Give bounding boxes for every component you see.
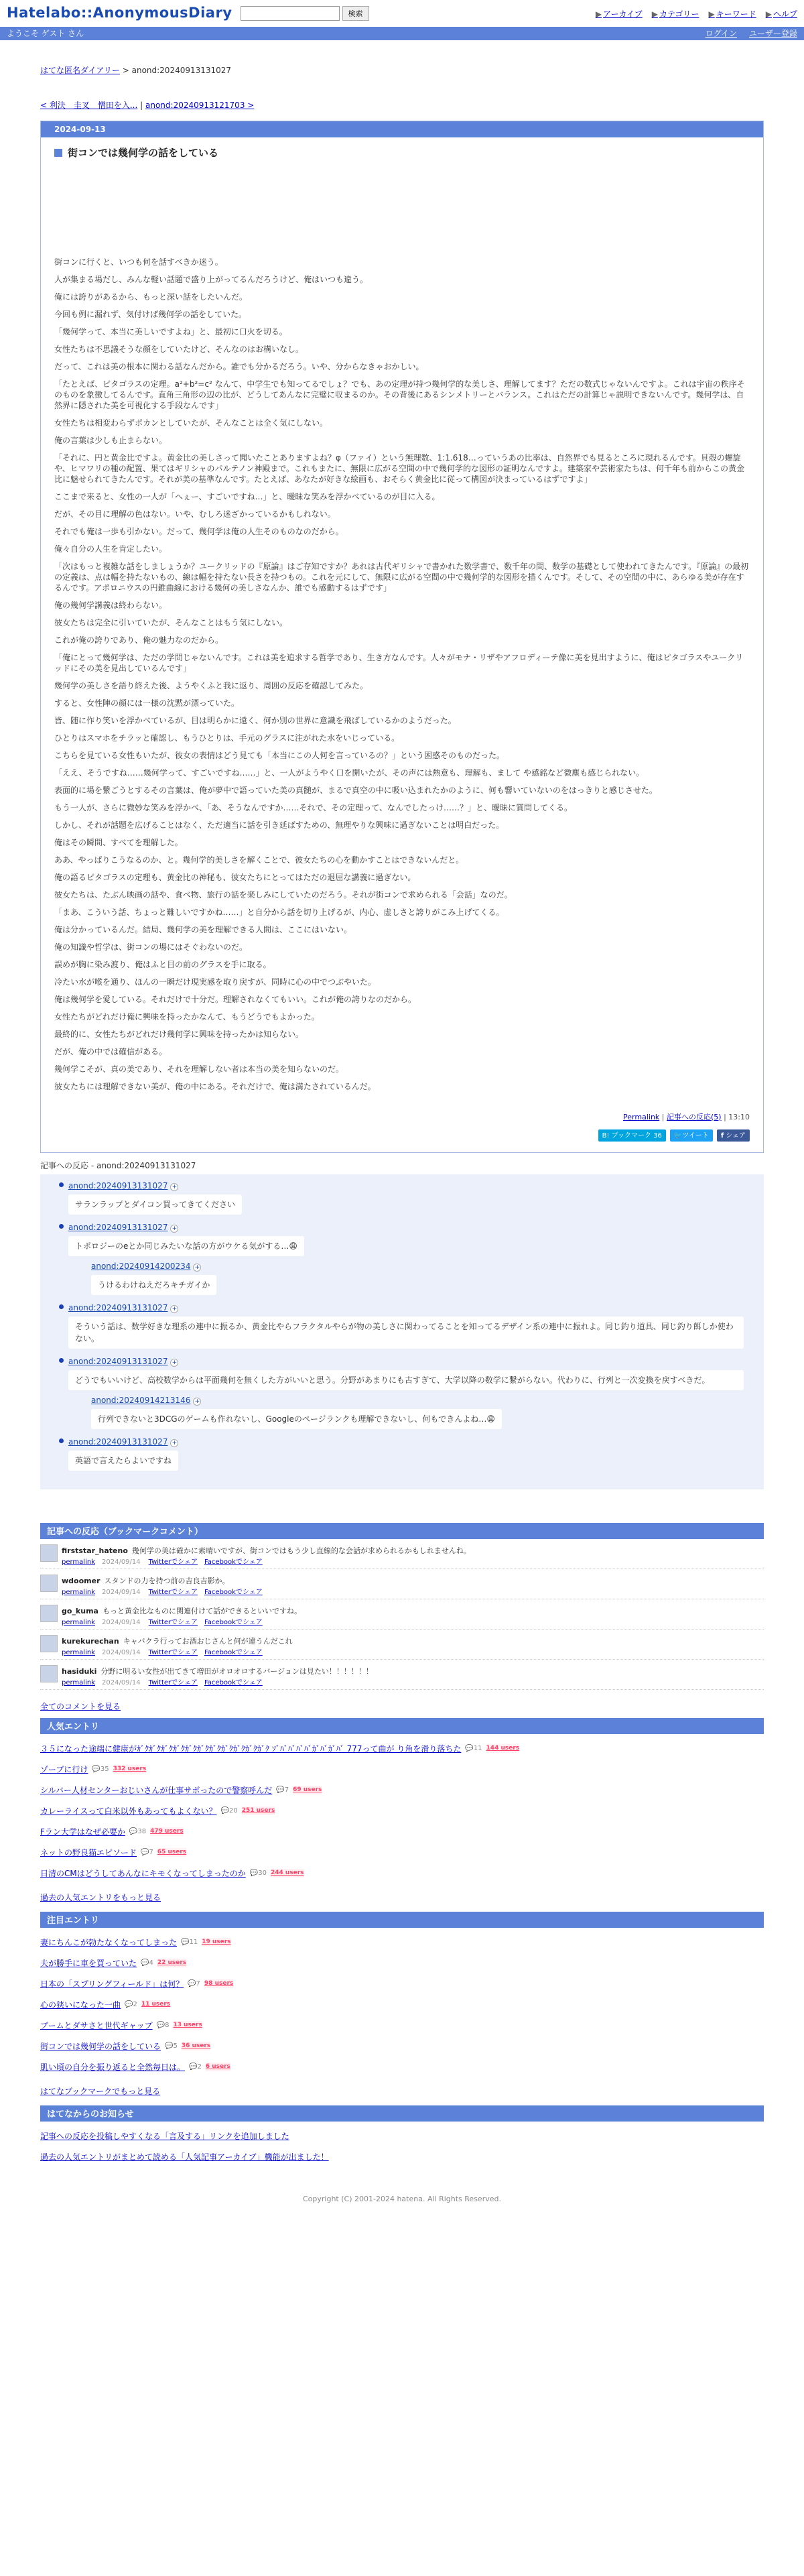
bookmark-comment <box>40 1630 764 1660</box>
permalink-link[interactable]: Permalink <box>623 1112 660 1121</box>
entry-list-item <box>40 1994 764 2015</box>
reaction-item <box>68 1302 744 1349</box>
entry-paragraph: 彼女たちには理解できない美が、俺の中にある。それだけで、俺は満たされているんだ。 <box>54 1081 376 1091</box>
comment-count <box>157 2020 170 2030</box>
bookmark-user[interactable]: go_kuma <box>62 1607 98 1615</box>
nav-help-label: ヘルプ <box>773 9 797 19</box>
comment-count-value: 8 <box>165 2022 170 2029</box>
comment-count <box>141 1847 153 1857</box>
entry-paragraph: 俺はその瞬間、すべてを理解した。 <box>54 837 183 847</box>
comment-count <box>125 2000 137 2010</box>
reaction-item <box>68 1436 744 1471</box>
bookmark-meta <box>62 1617 302 1628</box>
reaction-link[interactable]: anond:20240914213146 <box>91 1396 191 1405</box>
search-form <box>241 6 369 21</box>
tweet-button[interactable] <box>670 1129 713 1142</box>
bookmark-users-badge[interactable]: 22 users <box>157 1959 186 1968</box>
reaction-link[interactable]: anond:20240913131027 <box>68 1357 168 1366</box>
comment-count-value: 2 <box>133 2001 137 2008</box>
expand-icon[interactable]: + <box>170 1305 178 1313</box>
search-input[interactable] <box>241 6 340 21</box>
entry-list-link[interactable]: ネットの野良猫エピソード <box>40 1847 137 1857</box>
arrow-icon: ▶ <box>651 9 658 19</box>
reaction-text: 英語で言えたらよいですね <box>68 1451 178 1471</box>
reaction-text: どうでもいいけど、高校数学からは平面幾何を無くした方がいいと思う。分野があまりにも古すぎて、大学以降の数学に繋がらない。代わりに、行列と一次変換を戻すべきだ。 <box>68 1370 744 1390</box>
entry-list-link[interactable]: 街コンでは幾何学の話をしている <box>40 2041 161 2051</box>
bookmark-line <box>62 1544 471 1557</box>
reaction-link[interactable]: anond:20240914200234 <box>91 1262 191 1271</box>
comment-icon: 💬 <box>249 1869 259 1877</box>
avatar[interactable] <box>40 1665 58 1682</box>
top-nav <box>596 8 797 20</box>
bookmark-line <box>62 1575 269 1587</box>
entry-paragraph: 俺は幾何学を愛している。それだけで十分だ。理解されなくてもいい。これが俺の誇りなのだから。 <box>54 994 417 1004</box>
bookmark-line <box>62 1605 302 1617</box>
bookmark-user[interactable]: firststar_hateno <box>62 1546 128 1555</box>
avatar[interactable] <box>40 1575 58 1592</box>
reaction-link[interactable]: anond:20240913131027 <box>68 1303 168 1312</box>
bookmark-date: 2024/09/14 <box>102 1678 141 1686</box>
entry-paragraph: 人が集まる場だし、みんな軽い話題で盛り上がってるんだろうけど、俺はいつも違う。 <box>54 274 368 284</box>
bookmark-permalink[interactable]: permalink <box>62 1588 95 1596</box>
comment-icon: 💬 <box>189 2063 198 2071</box>
comment-icon: 💬 <box>156 2022 165 2029</box>
bookmark-meta <box>62 1557 471 1567</box>
reaction-text: 行列できないと3DCGのゲームも作れないし、Googleのページランクも理解できないし、何もできんよね…😩 <box>91 1409 502 1429</box>
nav-category-label: カテゴリー <box>659 9 699 19</box>
expand-icon[interactable]: + <box>170 1359 178 1367</box>
bookmark-meta <box>62 1587 269 1597</box>
comment-count <box>165 2041 178 2051</box>
day-section <box>40 121 764 1153</box>
twitter-share-link[interactable]: Twitterでシェア <box>148 1618 198 1626</box>
bullet-icon <box>59 1304 64 1309</box>
entry-paragraph: 幾何学の美しさを語り終えた後、ようやくふと我に返り、周囲の反応を確認してみた。 <box>54 680 368 690</box>
register-link[interactable]: ユーザー登録 <box>748 29 797 38</box>
bookmark-comment <box>40 1539 764 1569</box>
footer-copyright: Copyright (C) 2001-2024 hatena. All Rights Reserved. <box>303 2195 501 2203</box>
entry-title <box>54 145 750 161</box>
comment-count-value: 11 <box>189 1939 198 1946</box>
bullet-icon <box>59 1438 64 1443</box>
reaction-text: トポロジーのeとか同じみたいな話の方がウケる気がする…😩 <box>68 1236 304 1256</box>
entry-paragraph: 女性たちがどれだけ俺に興味を持ったかなんて、もうどうでもよかった。 <box>54 1011 320 1022</box>
bookmark-permalink[interactable]: permalink <box>62 1558 95 1566</box>
reaction-head <box>91 1260 744 1272</box>
comment-count-value: 30 <box>258 1869 267 1877</box>
entry-paragraph: 「幾何学って、本当に美しいですよね」と、最初に口火を切る。 <box>54 326 287 336</box>
news-link[interactable]: 過去の人気エントリがまとめて読める「人気記事アーカイブ」機能が出ました！ <box>40 2152 329 2162</box>
entry-paragraph: 皆、随に作り笑いを浮かべているが、目は明らかに遠く、何か別の世界に意識を飛ばしているかのようだった。 <box>54 715 456 725</box>
bookmark-user[interactable]: kurekurechan <box>62 1637 119 1646</box>
reactions-title: 記事への反応 - anond:20240913131027 <box>40 1161 196 1170</box>
entry-paragraph: こちらを見ている女性もいたが、彼女の表情はどう見ても「本当にこの人何を言っているの？」という困惑そのものだった。 <box>54 750 505 760</box>
entry-list-item <box>40 2057 764 2077</box>
bookmark-comments-list <box>40 1539 764 1690</box>
bookmark-comment-text: 分野に明るい女性が出てきて増田がオロオロするバージョンは見たい！！！！！！ <box>100 1667 373 1676</box>
bookmark-comment-text: スタンドの力を持つ前の吉良吉影か。 <box>104 1577 230 1585</box>
bookmark-user[interactable]: wdoomer <box>62 1577 100 1585</box>
facebook-share-label: シェア <box>726 1131 746 1140</box>
entry-paragraph: 俺の言葉は少しも止まらない。 <box>54 435 168 445</box>
share-bar <box>54 1129 750 1142</box>
bookmark-content <box>62 1544 471 1566</box>
entry-paragraph: ひとりはスマホをチラッと確認し、もうひとりは、手元のグラスに注がれた水をいじっている。 <box>54 733 400 743</box>
entry-paragraph: 俺の知識や哲学は、街コンの場にはそぐわないのだ。 <box>54 942 248 952</box>
comment-count-value: 2 <box>197 2063 202 2071</box>
comment-count-value: 38 <box>137 1828 147 1835</box>
news-list <box>40 2122 764 2171</box>
comment-icon: 💬 <box>181 1939 190 1946</box>
all-comments-link[interactable]: 全てのコメントを見る <box>40 1702 121 1711</box>
comment-icon: 💬 <box>141 1849 149 1856</box>
entry-list-link[interactable]: Fラン大学はなぜ必要か <box>40 1827 125 1837</box>
bird-icon: 🐦 <box>673 1131 683 1140</box>
expand-icon[interactable]: + <box>193 1264 201 1272</box>
entry-paragraph: 表面的に場を繋ごうとするその言葉は、俺が夢中で語っていた美の真髄が、まるで真空の中に吸い込まれたかのように、何も響いていないのをはっきりと感じさせた。 <box>54 785 657 795</box>
bookmark-users-badge[interactable]: 36 users <box>182 2042 210 2051</box>
bookmark-comment <box>40 1660 764 1690</box>
comment-count <box>189 2062 202 2072</box>
bookmark-comment-text: 幾何学の美は確かに素晴いですが、街コンではもう少し直線的な会話が求められるかもしれませんね。 <box>131 1546 471 1555</box>
comment-count <box>129 1827 146 1837</box>
entry-paragraph: ああ、やっぱりこうなるのか、と。幾何学的美しさを解くことで、彼女たちの心を動かすことはできないんだと。 <box>54 855 464 865</box>
reaction-head <box>68 1221 744 1233</box>
reaction-link[interactable]: anond:20240913131027 <box>68 1181 168 1190</box>
entry-list-item <box>40 1821 764 1842</box>
entry-paragraph: 俺の幾何学講義は終わらない。 <box>54 600 168 610</box>
reaction-head <box>68 1355 744 1367</box>
bookmark-date: 2024/09/14 <box>102 1618 141 1626</box>
expand-icon[interactable]: + <box>170 1225 178 1233</box>
next-entry-link[interactable]: anond:20240913121703 > <box>145 101 255 110</box>
reaction-item <box>68 1221 744 1295</box>
bookmark-users-badge[interactable]: 6 users <box>206 2063 230 2072</box>
entry-paragraph: 「たとえば、ピタゴラスの定理。a²+b²=c² なんて、中学生でも知ってるでしょ？でも、あの定理が持つ幾何学的な美しさ、理解してます？ただの数式じゃないんですよ。これは宇宙の秩序そのものを象徴してるんです。直角三角形の辺の比が、どうしてあんなに完璧に収まるのか。その背後にあるシンメトリーとバランス。これはただの計算じゃ説明できないんです。幾何学は、自然界に隠された美を可視化する手段なんです」 <box>54 379 745 410</box>
nav-archive-label: アーカイブ <box>603 9 643 19</box>
entry-paragraph: 彼女たちは、たぶん映画の話や、食べ物、旅行の話を楽しみにしていたのだろう。それが街コンで求められる「会話」なのだ。 <box>54 890 513 900</box>
reaction-child <box>91 1394 744 1429</box>
comment-icon: 💬 <box>92 1766 100 1773</box>
nav-help-link[interactable] <box>766 8 797 20</box>
popular-more-link[interactable]: 過去の人気エントリをもっと見る <box>40 1893 161 1902</box>
entry-paragraph: 街コンに行くと、いつも何を話すべきか迷う。 <box>54 257 223 267</box>
entry <box>41 137 763 1142</box>
bookmark-users-badge[interactable]: 244 users <box>271 1869 304 1878</box>
nav-keyword-link[interactable] <box>709 8 756 20</box>
bookmark-content <box>62 1605 302 1626</box>
pager-separator: | <box>137 101 145 110</box>
bookmark-line <box>62 1635 293 1648</box>
entry-list-item <box>40 1738 764 1759</box>
bookmark-comment <box>40 1569 764 1599</box>
entry-list-link[interactable]: シルバー人材センターおじいさんが仕事サボったので警察呼んだ <box>40 1785 273 1795</box>
bookmark-users-badge[interactable]: 332 users <box>113 1765 147 1774</box>
attention-entries-list <box>40 1928 764 2081</box>
facebook-share-link[interactable]: Facebookでシェア <box>204 1678 263 1686</box>
entry-paragraph: 「まあ、こういう話、ちょっと難しいですかね……」と自分から話を切り上げるが、内心、虚しさと誇りがこみ上げてくる。 <box>54 907 505 917</box>
facebook-icon: f <box>720 1131 724 1140</box>
login-link[interactable]: ログイン <box>705 29 737 38</box>
reaction-child <box>91 1260 744 1295</box>
bullet-icon <box>59 1358 64 1363</box>
bookmark-comment-text: もっと黄金比なものに関連付けて話ができるといいですね。 <box>102 1607 302 1615</box>
footer-separator: | <box>659 1112 667 1121</box>
comment-count <box>141 1958 153 1968</box>
bookmark-permalink[interactable]: permalink <box>62 1618 95 1626</box>
entry-list-link[interactable]: ゾーブに行け <box>40 1764 88 1774</box>
arrow-icon: ▶ <box>765 9 772 19</box>
entry-list-link[interactable]: 肌い頃の自分を振り返ると全然毎日は。 <box>40 2062 186 2072</box>
all-comments <box>40 1701 764 1713</box>
reaction-link[interactable]: anond:20240913131027 <box>68 1437 168 1447</box>
entry-paragraph: 「ええ、そうですね……幾何学って、すごいですね……」と、一人がようやく口を開いたが、その声には熱意も、理解も、まして や感銘など微塵も感じられない。 <box>54 768 645 778</box>
reaction-text: サランラップとダイコン買ってきてください <box>68 1194 242 1215</box>
reaction-head <box>68 1302 744 1314</box>
entry-title-text: 街コンでは幾何学の話をしている <box>68 147 219 159</box>
arrow-icon: ▶ <box>595 9 602 19</box>
facebook-share-link[interactable]: Facebookでシェア <box>204 1618 263 1626</box>
nav-archive-link[interactable] <box>596 8 643 20</box>
comment-count <box>276 1785 289 1795</box>
site-header <box>0 0 804 27</box>
entry-list-item <box>40 1863 764 1884</box>
comment-icon: 💬 <box>125 2001 133 2008</box>
entry-list-link[interactable]: 妻にちんこが勃たなくなってしまった <box>40 1937 178 1947</box>
bookmark-users-badge[interactable]: 19 users <box>202 1938 230 1947</box>
user-bar <box>0 27 804 40</box>
popular-more <box>40 1892 764 1904</box>
entry-paragraph: 女性たちは相変わらずポカンとしていたが、そんなことは全く気にしない。 <box>54 418 328 428</box>
entry-time: | 13:10 <box>724 1112 750 1121</box>
entry-paragraph: ここまで来ると、女性の一人が「へぇー、すごいですね…」と、曖昧な笑みを浮かべているのが目に入る。 <box>54 491 440 501</box>
bookmark-users-badge[interactable]: 11 users <box>141 2000 170 2010</box>
reaction-head <box>91 1394 744 1406</box>
breadcrumb-home-link[interactable]: はてな匿名ダイアリー <box>40 66 120 75</box>
twitter-share-link[interactable]: Twitterでシェア <box>148 1558 198 1566</box>
entry-list-link[interactable]: ３５になった途端に健康がｶﾞｸｶﾞｸｶﾞｸｶﾞｸｶﾞｸｶﾞｸｶﾞｸｶﾞｸｶﾞｸｶﾞｸｶﾞｸ ｿﾞﾊﾞﾊﾞﾊﾞﾊﾞｶﾞﾊﾞｶﾞﾊﾞ 777って曲が り角を滑り落ちた <box>40 1743 462 1754</box>
bookmark-users-badge[interactable]: 65 users <box>157 1848 186 1857</box>
comment-icon: 💬 <box>465 1745 474 1752</box>
bookmark-content <box>62 1665 373 1686</box>
entry-list-item <box>40 2015 764 2036</box>
twitter-share-link[interactable]: Twitterでシェア <box>148 1588 198 1596</box>
reaction-text: そういう話は、数学好きな理系の連中に振るか、黄金比やらフラクタルやらが物の美しさに関わってることを知ってるデザイン系の連中に振れよ。同じ釣り道具、同じ釣り餌しか使わない。 <box>68 1316 744 1349</box>
entry-list-link[interactable]: ブームとダサさと世代ギャップ <box>40 2020 153 2030</box>
bookmark-content <box>62 1635 293 1656</box>
prev-entry-link[interactable]: < 利決 圭叉 憎田を入... <box>40 101 138 110</box>
entry-paragraph: だが、その目に理解の色はない。いや、むしろ迷ざかっているかもしれない。 <box>54 509 336 519</box>
entry-paragraph: だが、俺の中では確信がある。 <box>54 1046 168 1056</box>
bookmark-comment-text: キャバクラ行ってお酒おじさんと何が違うんだこれ <box>123 1637 293 1646</box>
entry-list-item <box>40 1759 764 1780</box>
comment-count <box>250 1868 267 1878</box>
entry-paragraph: 今回も例に漏れず、気付けば幾何学の話をしていた。 <box>54 309 247 319</box>
comment-icon: 💬 <box>276 1786 285 1794</box>
reactions-tree <box>40 1174 764 1489</box>
twitter-share-link[interactable]: Twitterでシェア <box>148 1678 198 1686</box>
avatar[interactable] <box>40 1605 58 1622</box>
news-link[interactable]: 記事への反応を投稿しやすくなる「言及する」リンクを追加しました <box>40 2131 289 2141</box>
entry-list-link[interactable]: 日清のCMはどうしてあんなにキモくなってしまったのか <box>40 1868 246 1878</box>
nav-keyword-label: キーワード <box>716 9 756 19</box>
bookmark-users-badge[interactable]: 144 users <box>486 1744 520 1754</box>
entry-paragraph: 俺には誇りがあるから、もっと深い話をしたいんだ。 <box>54 292 248 302</box>
expand-icon[interactable]: + <box>170 1183 178 1191</box>
comment-count <box>92 1764 109 1774</box>
entry-paragraph: 「次はもっと複雑な話をしましょうか？ユークリッドの『原論』はご存知ですか？あれは古代ギリシャで書かれた数学書で、数千年の間、数学の基礎として使われてきたんです。『原論』の最初の定義は、点は幅を持たないもの、線は幅を持たない長さを持つもの。これを元にして、無限に広がる空間の中で幾何学的な図形を描くんです。そして、その空間の中に、あらゆる美が存在するんです。アポロニウスの円錐曲線における幾何の美しさなんか、誰でも感動するはずです」 <box>54 561 749 593</box>
site-logo[interactable]: Hatelabo::AnonymousDiary <box>7 5 232 21</box>
popular-entries-list <box>40 1734 764 1888</box>
entry-footer <box>54 1112 750 1123</box>
entry-list-item <box>40 1800 764 1821</box>
bookmark-permalink[interactable]: permalink <box>62 1678 95 1686</box>
entry-paragraph: 俺々自分の人生を肯定したい。 <box>54 544 168 554</box>
comment-count-value: 11 <box>473 1745 482 1752</box>
news-item <box>40 2126 764 2146</box>
entry-paragraph: もう一人が、さらに微妙な笑みを浮かべ、「あ、そうなんですか……それで、その定理って、なんでしたっけ……？」と、曖昧に質問してくる。 <box>54 802 573 812</box>
bookmark-date: 2024/09/14 <box>102 1648 141 1656</box>
entry-list-link[interactable]: 心の狭いになった一曲 <box>40 2000 121 2010</box>
news-title: はてなからのお知らせ <box>40 2105 764 2122</box>
bookmark-users-badge[interactable]: 479 users <box>150 1827 184 1837</box>
bookmark-line <box>62 1665 373 1678</box>
comment-count-value: 20 <box>228 1807 238 1815</box>
reactions-link[interactable]: 記事への反応(5) <box>667 1112 722 1121</box>
nav-category-link[interactable] <box>652 8 699 20</box>
entry-list-item <box>40 1932 764 1953</box>
entry-list-item <box>40 1973 764 1994</box>
welcome-text: ようこそ ゲスト さん <box>7 29 84 38</box>
bookmark-comments-section <box>40 1523 764 1690</box>
day-date: 2024-09-13 <box>41 121 763 137</box>
entry-body <box>54 257 750 1092</box>
entry-list-link[interactable]: 夫が勝手に車を買っていた <box>40 1958 137 1968</box>
bookmark-users-badge[interactable]: 98 users <box>204 1979 233 1989</box>
bookmark-meta <box>62 1678 373 1688</box>
popular-entries-title: 人気エントリ <box>40 1718 764 1734</box>
entry-paragraph: 俺は分かっているんだ。結局、幾何学の美を理解できる人間は、ここにはいない。 <box>54 924 352 934</box>
entry-list-link[interactable]: カレーライスって白米以外もあってもよくない？ <box>40 1806 217 1816</box>
entry-paragraph: 「俺にとって幾何学は、ただの学問じゃないんです。これは美を追求する哲学であり、生き方なんです。人々がモナ・リザやアフロディーテ像に美を見出すように、俺はピタゴラスやユークリッドにその美を見出しているんです」 <box>54 652 744 673</box>
comment-count <box>188 1979 200 1989</box>
entry-paragraph: 女性たちは不思議そうな顔をしていたけど、そんなのはお構いなし。 <box>54 344 304 354</box>
entry-list-item <box>40 1842 764 1863</box>
entry-list-link[interactable]: 日本の「スプリングフィールド」は何？ <box>40 1979 184 1989</box>
entry-paragraph: すると、女性陣の顔には一様の沈黙が漂っていた。 <box>54 698 240 708</box>
entry-paragraph: 幾何学こそが、真の美であり、それを理解しない者は本当の美を知らないのだ。 <box>54 1064 344 1074</box>
tweet-label: ツイート <box>682 1131 709 1140</box>
entry-paragraph: これが俺の誇りであり、俺の魅力なのだから。 <box>54 635 224 645</box>
breadcrumb <box>40 40 764 78</box>
reaction-head <box>68 1436 744 1448</box>
square-icon <box>54 149 62 157</box>
comment-count <box>181 1937 198 1947</box>
bookmark-user[interactable]: hasiduki <box>62 1667 97 1676</box>
attention-more <box>40 2085 764 2097</box>
bookmark-users-badge[interactable]: 69 users <box>293 1786 322 1795</box>
entry-paragraph: 誤めが胸に染み渡り、俺はふと目の前のグラスを手に取る。 <box>54 959 271 969</box>
entry-paragraph: 俺の語るピタゴラスの定理も、黄金比の神秘も、彼女たちにとってはただの退屈な講義に過ぎない。 <box>54 872 416 882</box>
twitter-share-link[interactable]: Twitterでシェア <box>148 1648 198 1656</box>
facebook-share-link[interactable]: Facebookでシェア <box>204 1648 263 1656</box>
expand-icon[interactable]: + <box>170 1439 178 1447</box>
entry-paragraph: 冷たい水が喉を通り、ほんの一瞬だけ現実感を取り戻すが、同時に心の中でつぶやいた。 <box>54 977 377 987</box>
pager <box>40 78 764 121</box>
bullet-icon <box>59 1224 64 1229</box>
bookmark-meta <box>62 1648 293 1658</box>
entry-paragraph: それでも俺は一歩も引かない。だって、幾何学は俺の人生そのものなのだから。 <box>54 526 344 536</box>
entry-list-item <box>40 2036 764 2057</box>
entry-list-item <box>40 1780 764 1800</box>
facebook-share-link[interactable]: Facebookでシェア <box>204 1588 263 1596</box>
entry-paragraph: 彼女たちは完全に引いていたが、そんなことはもう気にしない。 <box>54 617 288 627</box>
bookmark-date: 2024/09/14 <box>102 1588 141 1596</box>
comment-count-value: 7 <box>196 1980 200 1987</box>
breadcrumb-current: anond:20240913131027 <box>131 66 232 75</box>
avatar[interactable] <box>40 1544 58 1562</box>
bookmark-date: 2024/09/14 <box>102 1558 141 1566</box>
bookmark-users-badge[interactable]: 13 users <box>173 2021 202 2030</box>
hatena-bookmark-button[interactable]: B! ブックマーク 36 <box>598 1129 666 1142</box>
bullet-icon <box>59 1182 64 1187</box>
comment-icon: 💬 <box>165 2042 174 2050</box>
reaction-item <box>68 1180 744 1215</box>
bookmark-comment <box>40 1599 764 1630</box>
comment-count <box>221 1806 238 1816</box>
attention-more-link[interactable]: はてなブックマークでもっと見る <box>40 2087 161 2096</box>
search-button[interactable]: 検索 <box>342 6 369 21</box>
bookmark-permalink[interactable]: permalink <box>62 1648 95 1656</box>
bookmark-comments-title: 記事への反応（ブックマークコメント） <box>40 1523 764 1539</box>
arrow-icon: ▶ <box>708 9 715 19</box>
comment-count-value: 7 <box>149 1849 153 1856</box>
reaction-item <box>68 1355 744 1429</box>
comment-icon: 💬 <box>141 1959 149 1967</box>
comment-count-value: 7 <box>284 1786 289 1794</box>
entry-paragraph: 最終的に、女性たちがどれだけ幾何学に興味を持ったかは知らない。 <box>54 1029 304 1039</box>
comment-icon: 💬 <box>129 1828 138 1835</box>
reaction-head <box>68 1180 744 1192</box>
facebook-share-link[interactable]: Facebookでシェア <box>204 1558 263 1566</box>
comment-count-value: 5 <box>173 2042 178 2050</box>
entry-paragraph: しかし、それが話題を広げることはなく、ただ適当に話を引き延ばすための、無理やりな興味に過ぎないことは明白だった。 <box>54 820 505 830</box>
news-item <box>40 2146 764 2167</box>
avatar[interactable] <box>40 1635 58 1652</box>
comment-count-value: 35 <box>100 1766 109 1773</box>
expand-icon[interactable]: + <box>193 1398 201 1406</box>
bookmark-content <box>62 1575 269 1596</box>
reaction-link[interactable]: anond:20240913131027 <box>68 1223 168 1232</box>
entry-list-item <box>40 1953 764 1973</box>
attention-entries-title: 注目エントリ <box>40 1912 764 1928</box>
breadcrumb-separator: > <box>119 66 132 75</box>
comment-count <box>465 1743 482 1754</box>
main-container <box>40 40 764 2205</box>
entry-paragraph: 「それに、円と黄金比ですよ。黄金比の美しさって聞いたことありますよね？φ（ファイ）という無理数、1:1.618…っていうあの比率は、自然界でも見るところに現れるんです。貝殻の螺旋や、ヒマワリの種の配置、果てはギリシャのパルテノン神殿まで。これもまたに、無限に広がる空間の中で幾何学的な図形の証明なんですよ。建築家や芸術家たちは、何千年も前からこの黄金比に魅せられてきたんです。それが美の基準なんです。たとえば、あなたが好きな絵画も、おそらく黄金比に従って構図が決まっているはずですよ」 <box>54 452 744 484</box>
facebook-share-button[interactable] <box>717 1129 750 1142</box>
comment-icon: 💬 <box>188 1980 196 1987</box>
reaction-text: うけるわけねえだろキチガイか <box>91 1275 216 1295</box>
comment-count-value: 4 <box>149 1959 153 1967</box>
comment-icon: 💬 <box>220 1807 229 1815</box>
entry-paragraph: だって、これは美の根本に関わる話なんだから。誰でも分かるだろう。いや、分からなきゃおかしい。 <box>54 361 424 371</box>
bookmark-users-badge[interactable]: 251 users <box>242 1806 275 1816</box>
